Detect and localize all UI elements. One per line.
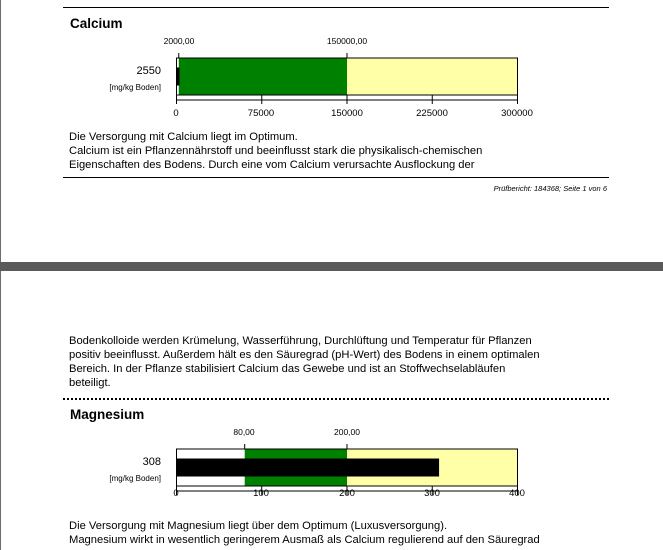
axis-tick-label: 75000 — [247, 108, 275, 119]
range-segment-1 — [179, 58, 347, 95]
axis-tick-label: 0 — [173, 108, 179, 119]
axis-tick-label: 0 — [173, 488, 179, 499]
calcium-chart-svg — [176, 45, 519, 106]
paragraph-line: Bodenkolloide werden Krümelung, Wasserführung, Durchlüftung und Temperatur für Pflanzen — [69, 335, 532, 347]
unit-label: [mg/kg Boden] — [109, 83, 161, 92]
paragraph-line: Die Versorgung mit Calcium liegt im Optimum. — [69, 131, 298, 143]
report-page-1 — [0, 0, 663, 262]
unit-label: [mg/kg Boden] — [109, 474, 161, 483]
section-divider — [63, 398, 609, 400]
measured-value-bar — [177, 459, 440, 477]
paragraph-line: beteiligt. — [69, 377, 111, 389]
paragraph-line: Bereich. In der Pflanze stabilisiert Calcium das Gewebe und ist an Stoffwechselabläufen — [69, 363, 506, 375]
axis-tick-label: 300000 — [501, 108, 533, 119]
axis-tick-label: 225000 — [416, 108, 448, 119]
report-footer: Prüfbericht: 184368; Seite 1 von 6 — [493, 184, 607, 193]
calcium-paragraph — [69, 130, 482, 172]
magnesium-paragraph — [69, 519, 540, 547]
report-page-2 — [0, 271, 663, 550]
threshold-label-high: 200,00 — [334, 427, 360, 437]
threshold-label-low: 80,00 — [233, 427, 255, 437]
section-title-magnesium: Magnesium — [70, 407, 145, 422]
paragraph-line: Die Versorgung mit Magnesium liegt über dem Optimum (Luxusversorgung). — [69, 520, 448, 532]
axis-tick-label: 100 — [253, 488, 269, 499]
section-divider — [63, 7, 609, 8]
axis-tick-label: 150000 — [331, 108, 363, 119]
axis-tick-label: 400 — [509, 488, 525, 499]
range-segment-2 — [347, 58, 518, 95]
paragraph-line: positiv beeinflusst. Außerdem hält es den Säuregrad (pH-Wert) des Bodens in einem optimalen — [69, 349, 540, 361]
page-separator — [0, 262, 663, 271]
threshold-label-low: 2000,00 — [163, 36, 195, 46]
measured-value: 2550 — [136, 65, 161, 77]
calcium-paragraph-continued — [69, 334, 540, 390]
measured-value: 308 — [142, 456, 161, 468]
paragraph-line: Eigenschaften des Bodens. Durch eine vom Calcium verursachte Ausflockung der — [69, 159, 475, 171]
calcium-range-chart — [176, 45, 519, 106]
axis-tick-label: 300 — [424, 488, 440, 499]
paragraph-line: Magnesium wirkt in wesentlich geringerem Ausmaß als Calcium regulierend auf den Säuregrad — [69, 534, 540, 546]
axis-tick-label: 200 — [339, 488, 355, 499]
threshold-label-high: 150000,00 — [326, 36, 368, 46]
section-title-calcium: Calcium — [70, 16, 123, 31]
footer-divider — [63, 177, 609, 178]
paragraph-line: Calcium ist ein Pflanzennährstoff und beeinflusst stark die physikalisch-chemischen — [69, 145, 483, 157]
